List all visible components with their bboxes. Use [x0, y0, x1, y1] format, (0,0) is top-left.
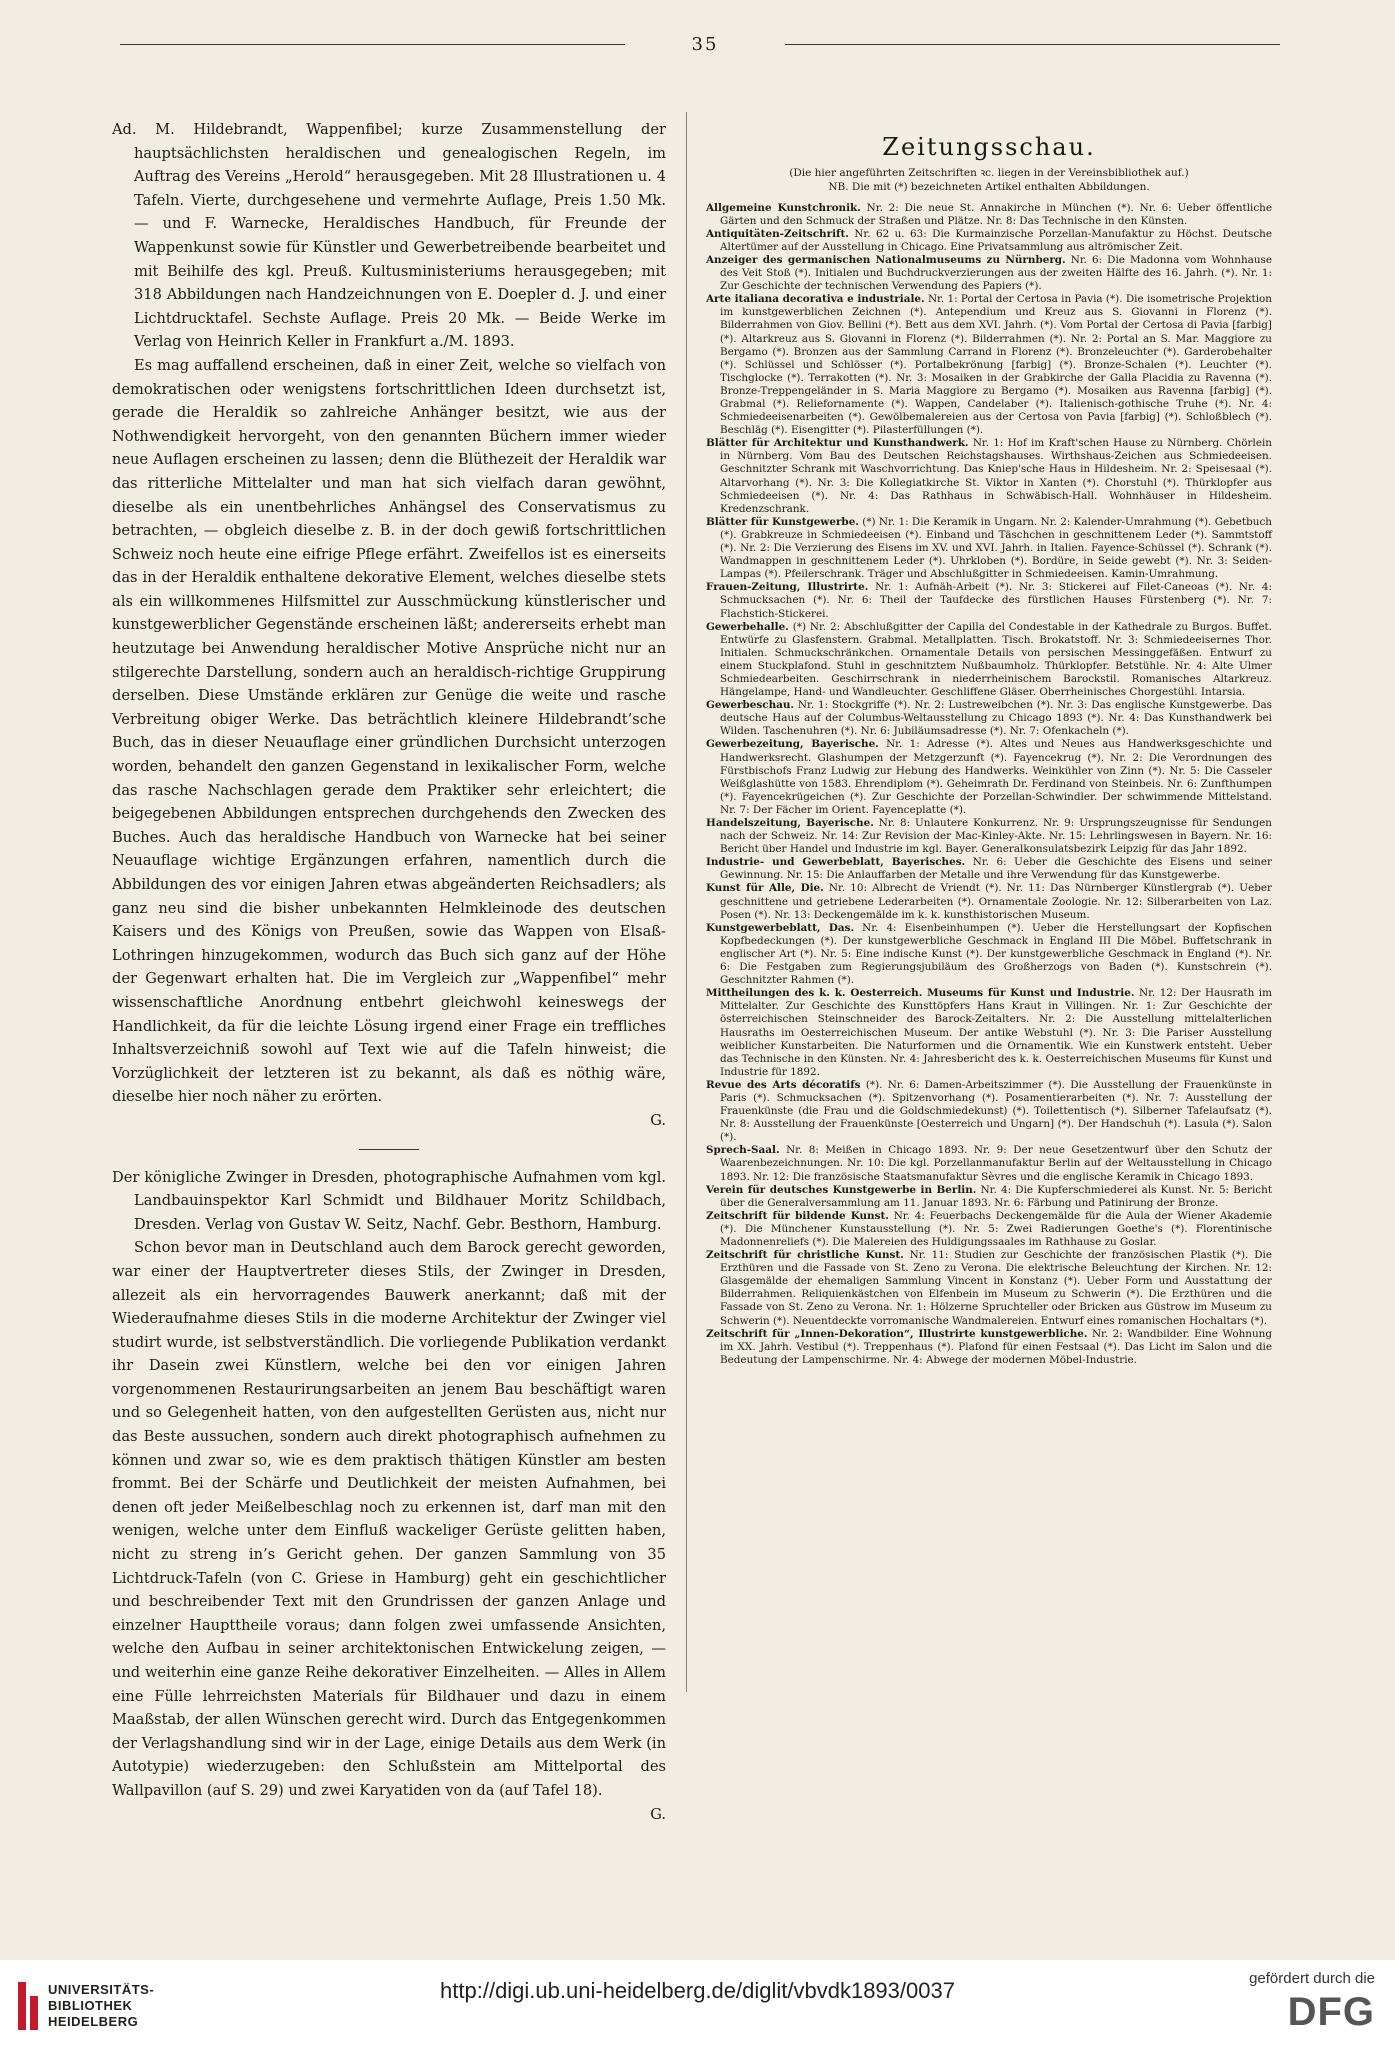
periodical-contents: (*) Nr. 2: Abschlußgitter der Capilla del Condestable in der Kathedrale zu Burgos. Buffet. Entwürfe zu Glasfenstern. Grabmal. Metallplatten. Tisch. Brokatstoff. Nr. 3: Schmiedeeisernes Thor. Initialen. Schmuckschränkchen. Ornamentale Details von persischen Messinggefäßen. Entwurf zu einem Stuckplafond. Stuhl in geschnitztem Nußbaumholz. Thürklopfer. Betstühle. Nr. 4: Alte Ulmer Schmiedearbeiten. Geschirrschrank in niederrheinischem Barockstil. Romanisches Altarkreuz. Hängelampe, Hand- und Wandleuchter. Geschliffene Gläser. Oberrheinisches Chorgestühl. Intarsia.: [720, 620, 1272, 699]
periodical-name: Industrie- und Gewerbeblatt, Bayerisches.: [706, 856, 966, 869]
periodical-entry: [706, 987, 1272, 1079]
periodical-contents: Nr. 11: Studien zur Geschichte der französischen Plastik (*). Die Erzthüren und die Fassade von St. Zeno zu Verona. Die elektrische Beleuchtung der Kirchen. Nr. 12: Glasgemälde der ehemaligen Sammlung Vincent in Konstanz (*). Ueber Form und Ausstattung der Bilderrahmen. Reliquienkästchen von Elfenbein im Museum zu Schwerin (*). Die Erzthüren und die Fassade von St. Zeno zu Verona. Nr. 1: Hölzerne Spruchteller oder Bricken aus Güstrow im Museum zu Schwerin (*). Neuentdeckte vorromanische Wandmalereien. Entwurf eines romanischen Hochaltars (*).: [720, 1249, 1272, 1327]
periodical-entry: [706, 738, 1272, 817]
periodical-name: Verein für deutsches Kunstgewerbe in Berlin.: [706, 1183, 977, 1196]
periodical-entry: [706, 1210, 1272, 1249]
periodical-contents: Nr. 12: Der Hausrath im Mittelalter. Zur Geschichte des Kunsttöpfers Hans Kraut in Villingen. Nr. 1: Zur Geschichte der österreichischen Steinschneider des Barock-Zeitalters. Nr. 2: Die Ausstellung mittelalterlichen Hausraths im Oesterreichischen Museum. Der antike Webstuhl (*). Nr. 3: Die Pariser Ausstellung weiblicher Kunstarbeiten. Die Naturformen und die Ornamentik. Wie ein Kunstwerk entsteht. Ueber das Technische in den Künsten. Nr. 4: Jahresbericht des k. k. Oesterreichischen Museums für Kunst und Industrie für 1892.: [720, 987, 1272, 1078]
review-body-zwinger: Schon bevor man in Deutschland auch dem Barock gerecht geworden, war einer der Hauptvertreter dieses Stils, der Zwinger in Dresden, allezeit als ein hervorragendes Bauwerk anerkannt; daß mit der Wiederaufnahme dieses Stils in die moderne Architektur der Zwinger viel studirt wurde, ist selbstverständlich. Die vorliegende Publikation verdankt ihr Dasein zwei Künstlern, welche bei den vor einigen Jahren vorgenommenen Restaurirungsarbeiten an jenem Bau beschäftigt waren und so Gelegenheit hatten, von den aufgestellten Gerüsten aus, nicht nur das Beste aussuchen, sondern auch direkt photographisch aufnehmen zu können und zwar so, wie es dem praktisch thätigen Künstler am besten frommt. Bei der Schärfe und Deutlichkeit der meisten Aufnahmen, bei denen oft jeder Meißelbeschlag noch zu erkennen ist, darf man mit den wenigen, welche unter dem Einfluß wackeliger Gerüste gelitten haben, nicht zu streng in’s Gericht gehen. Der ganzen Sammlung von 35 Lichtdruck-Tafeln (von C. Griese in Hamburg) geht ein geschichtlicher und beschreibender Text mit den Grundrissen der ganzen Anlage und einzelner Haupttheile voraus; dann folgen zwei umfassende Ansichten, welche den Aufbau in seiner architektonischen Entwickelung zeigen, — und weiterhin eine ganze Reihe dekorativer Einzelheiten. — Alles in Allem eine Fülle lehrreichsten Materials für Bildhauer und dazu in einem Maaßstab, der allen Wünschen gerecht wird. Durch das Entgegenkommen der Verlagshandlung sind wir in der Lage, einige Details aus dem Werk (in Autotypie) wiederzugeben: den Schlußstein am Mittelportal des Wallpavillon (auf S. 29) und zwei Karyatiden von da (auf Tafel 18).: [112, 1239, 666, 1799]
periodical-entry: [706, 1249, 1272, 1328]
review-body-wappenfibel: Es mag auffallend erscheinen, daß in einer Zeit, welche so vielfach von demokratischen oder wenigstens fortschrittlichen Ideen durchsetzt ist, gerade die Heraldik so zahlreiche Anhänger besitzt, wie aus der Nothwendigkeit hervorgeht, von den genannten Büchern immer wieder neue Auflagen erscheinen zu lassen; denn die Blüthezeit der Heraldik war das ritterliche Mittelalter und man hat sich vielfach daran gewöhnt, dieselbe als ein unentbehrliches Anhängsel des Conservatismus zu betrachten, — obgleich dieselbe z. B. in der doch gewiß fortschrittlichen Schweiz noch heute eine eifrige Pflege erfährt. Zweifellos ist es einerseits das in der Heraldik enthaltene dekorative Element, welches dieselbe stets als ein willkommenes Hilfsmittel zur Ausschmückung künstlerischer und kunstgewerblicher Gegenstände erscheinen läßt; andererseits erhebt man heutzutage bei Anwendung heraldischer Motive Ansprüche nicht nur an stilgerechte Darstellung, sondern auch an heraldisch-richtige Gruppirung derselben. Diese Umstände erklären zur Genüge die weite und rasche Verbreitung obiger Werke. Das beträchtlich kleinere Hildebrandt’sche Buch, das in dieser Neuauflage einer gründlichen Durchsicht unterzogen worden, behandelt den ganzen Gegenstand in lexikalischer Form, welche das rasche Nachschlagen gerade dem Praktiker sehr erleichtert; die beigegebenen Abbildungen entsprechen durchgehends den Zwecken des Buches. Auch das heraldische Handbuch von Warnecke hat bei seiner Neuauflage wichtige Ergänzungen erfahren, namentlich durch die Abbildungen des vor einigen Jahren etwas abgeänderten Reichsadlers; als ganz neu sind die bisher unbekannten Helmkleinode des deutschen Kaisers und des Königs von Preußen, sowie das Wappen von Elsaß-Lothringen hinzugekommen, wodurch das Buch sich ganz auf der Höhe der Gegenwart erhalten hat. Die im Vergleich zur „Wappenfibel“ mehr wissenschaftliche Anordnung entbehrt gleichwohl keineswegs der Handlichkeit, da für die leichte Lösung irgend einer Frage ein treffliches Inhaltsverzeichniß sowohl auf Text wie auf die Tafeln hinweist; die Vorzüglichkeit der letzteren ist zu bekannt, als daß es nöthig wäre, dieselbe hier noch näher zu erörten.: [112, 356, 666, 1106]
periodical-entry: [706, 581, 1272, 620]
periodical-name: Anzeiger des germanischen Nationalmuseums zu Nürnberg.: [706, 253, 1066, 266]
periodical-contents: Nr. 4: Die Kupferschmiederei als Kunst. Nr. 5: Bericht über die Generalversammlung am 11. Januar 1893. Nr. 6: Färbung und Patinirung der Bronze.: [720, 1183, 1272, 1209]
section-note-line: NB. Die mit (*) bezeichneten Artikel enthalten Abbildungen.: [828, 180, 1150, 193]
footer-bar: [0, 1960, 1395, 2045]
institution-line: UNIVERSITÄTS-: [48, 1982, 155, 1997]
periodical-name: Frauen-Zeitung, Illustrirte.: [706, 581, 869, 594]
periodical-entry: [706, 437, 1272, 516]
periodical-name: Gewerbehalle.: [706, 620, 789, 633]
review-heading-zwinger: Der königliche Zwinger in Dresden, photographische Aufnahmen vom kgl. Landbauinspektor Karl Schmidt und Bildhauer Moritz Schildbach, Dresden. Verlag von Gustav W. Seitz, Nachf. Gebr. Besthorn, Hamburg.: [112, 1168, 666, 1233]
periodical-contents: Nr. 1: Hof im Kraft'schen Hause zu Nürnberg. Chörlein in Nürnberg. Vom Bau des Deutschen Reichstagshauses. Wirthshaus-Zeichen aus Schmiedeeisen. Geschnitzter Schrank mit Waschvorrichtung. Das Kniep'sche Haus in Hildesheim. Nr. 2: Speisesaal (*). Altarvorhang (*). Nr. 3: Die Kollegiatkirche St. Viktor in Xanten (*). Chorstuhl (*). Thürklopfer aus Schmiedeeisen (*). Nr. 4: Das Rathhaus in Schwäbisch-Hall. Wohnhäuser in Hildesheim. Kredenzschrank.: [720, 437, 1272, 515]
periodical-contents: Nr. 1: Adresse (*). Altes und Neues aus Handwerksgeschichte und Handwerksrecht. Glashumpen der Metzgerzunft (*). Fayencekrug (*). Nr. 2: Die Verordnungen des Fürstbischofs Franz Ludwig zur Hebung des Handwerks. Weinkühler von Zinn (*). Nr. 5: Die Casseler Weißglashütte von 1583. Ehrendiplom (*). Geheimrath Dr. Ferdinand von Steinbeis. Nr. 6: Zunfthumpen (*). Fayencekrügeichen (*). Zur Geschichte der Porzellan-Schwindler. Der schwimmende Mittelstand. Nr. 7: Der Fächer im Orient. Fayenceplatte (*).: [720, 738, 1272, 816]
header-rule-left: [120, 44, 625, 45]
periodical-contents: (*). Nr. 6: Damen-Arbeitszimmer (*). Die Ausstellung der Frauenkünste in Paris (*). Schmucksachen (*). Spitzenvorhang (*). Posamentierarbeiten (*). Nr. 7: Ausstellung der Frauenkünste (die Frau und die Goldschmiedekunst) (*). Toilettentisch (*). Silberner Tafelaufsatz (*). Nr. 8: Ausstellung der Frauenkünste [Oesterreich und Ungarn] (*). Der Handschuh (*). Lasula (*). Salon (*).: [720, 1078, 1272, 1144]
periodical-contents: Nr. 6: Ueber die Geschichte des Eisens und seiner Gewinnung. Nr. 15: Die Anlauffarben der Metalle und ihre Verwendung für das Kunstgewerbe.: [720, 856, 1272, 882]
periodical-contents: Nr. 2: Wandbilder. Eine Wohnung im XX. Jahrh. Vestibul (*). Treppenhaus (*). Plafond für einen Festsaal (*). Das Licht im Salon und die Bedeutung der Lampenschirme. Nr. 4: Abwege der modernen Möbel-Industrie.: [720, 1327, 1272, 1366]
periodical-name: Gewerbeschau.: [706, 699, 795, 712]
periodical-name: Zeitschrift für christliche Kunst.: [706, 1249, 904, 1262]
page-number: 35: [691, 34, 719, 55]
periodical-name: Blätter für Architektur und Kunsthandwerk.: [706, 437, 969, 450]
periodical-contents: Nr. 1: Portal der Certosa in Pavia (*). Die isometrische Projektion im kunstgewerblichen Zeichnen (*). Antependium und Kreuz aus S. Giovanni in Florenz (*). Bilderrahmen von Giov. Bellini (*). Bett aus dem XVI. Jahrh. (*). Vom Portal der Certosa di Pavia [farbig] (*). Altarkreuz aus S. Giovanni in Florenz (*). Bilderrahmen (*). Nr. 2: Portal an S. Mar. Maggiore zu Bergamo (*). Bronzen aus der Sammlung Carrand in Florenz (*). Bronzeleuchter (*). Garderobehalter (*). Schlüssel und Schlösser (*). Portalbekrönung [farbig] (*). Bronze-Schalen (*). Leuchter (*). Tischglocke (*). Terrakotten (*). Nr. 3: Mosaiken in der Grabkirche der Galla Placidia zu Ravenna (*). Bronze-Treppengeländer in S. Maria Maggiore zu Bergamo (*). Mosaiken aus Ravenna [farbig] (*). Grabmal (*). Reliefornamente (*). Wappen, Candelaber (*). Italienisch-gothische Truhe (*). Nr. 4: Schmiedeeisenarbeiten (*). Gewölbemalereien aus der Certosa von Pavia [farbig] (*). Schloßblech (*). Beschläg (*). Eisengitter (*). Pilasterfüllungen (*).: [720, 293, 1272, 437]
periodical-entry: [706, 1328, 1272, 1367]
periodical-entry: [706, 1079, 1272, 1144]
periodical-contents: Nr. 6: Die Madonna vom Wohnhause des Veit Stoß (*). Initialen und Buchdruckverzierungen aus der zweiten Hälfte des 16. Jahrh. (*). Nr. 1: Zur Geschichte der technischen Verwendung des Papiers (*).: [720, 253, 1272, 293]
periodical-name: Kunst für Alle, Die.: [706, 882, 824, 895]
review-heading-wappenfibel: Ad. M. Hildebrandt, Wappenfibel; kurze Zusammenstellung der hauptsächlichsten heraldischen und genealogischen Regeln, im Auftrag des Vereins „Herold“ herausgegeben. Mit 28 Illustrationen u. 4 Tafeln. Vierte, durchgesehene und vermehrte Auflage, Preis 1.50 Mk. — und F. Warnecke, Heraldisches Handbuch, für Freunde der Wappenkunst sowie für Künstler und Gewerbetreibende bearbeitet und mit Beihilfe des kgl. Preuß. Kultusministeriums herausgegeben; mit 318 Abbildungen nach Handzeichnungen von E. Doepler d. J. und einer Lichtdrucktafel. Sechste Auflage. Preis 20 Mk. — Beide Werke im Verlag von Heinrich Keller in Frankfurt a./M. 1893.: [112, 121, 666, 351]
left-column: [112, 118, 666, 1826]
periodical-entry: [706, 228, 1272, 254]
periodical-contents: Nr. 62 u. 63: Die Kurmainzische Porzellan-Manufaktur zu Höchst. Deutsche Altertümer auf der Ausstellung in Chicago. Eine Privatsammlung aus altrömischer Zeit.: [720, 227, 1272, 253]
periodical-name: Handelszeitung, Bayerische.: [706, 817, 874, 829]
institution-line: HEIDELBERG: [48, 2014, 139, 2029]
periodical-name: Zeitschrift für „Innen-Dekoration“, Illustrirte kunstgewerbliche.: [706, 1327, 1088, 1340]
periodical-name: Antiquitäten-Zeitschrift.: [706, 227, 849, 240]
section-title: Zeitungsschau.: [882, 133, 1096, 161]
periodical-entry: [706, 882, 1272, 921]
periodical-contents: Nr. 1: Stockgriffe (*). Nr. 2: Lustreweibchen (*). Nr. 3: Das englische Kunstgewerbe. Das deutsche Haus auf der Columbus-Weltausstellung zu Chicago 1893 (*). Nr. 4: Das Kunsthandwerk bei Wilden. Taschenuhren (*). Nr. 6: Jubiläumsadresse (*). Nr. 7: Ofenkacheln (*).: [720, 699, 1272, 738]
periodical-entry: [706, 922, 1272, 987]
institution-line: BIBLIOTHEK: [48, 1998, 133, 2013]
periodical-name: Blätter für Kunstgewerbe.: [706, 515, 859, 528]
periodical-entry: [706, 621, 1272, 700]
column-divider: [686, 112, 687, 1692]
periodical-contents: Nr. 1: Aufnäh-Arbeit (*). Nr. 3: Stickerei auf Filet-Caneoas (*). Nr. 4: Schmucksachen (*). Nr. 6: Theil der Taufdecke des fürstlichen Hauses Fürstenberg (*). Nr. 7: Flachstich-Stickerei.: [720, 581, 1273, 620]
periodical-contents: (*) Nr. 1: Die Keramik in Ungarn. Nr. 2: Kalender-Umrahmung (*). Gebetbuch (*). Grabkreuze in Schmiedeeisen (*). Einband und Täschchen in geschnittenem Leder (*). Sammtstoff (*). Nr. 2: Die Verzierung des Eisens im XV. und XVI. Jahrh. in Italien. Fayence-Schüssel (*). Schrank (*). Wandmappen in geschnittenem Leder (*). Uhrkloben (*). Bordüre, in Seide gewebt (*). Nr. 3: Seiden-Lampas (*). Pfeilerschrank. Träger und Abschlußgitter in Schmiedeeisen. Kamin-Umrahmung.: [720, 515, 1272, 581]
periodical-contents: Nr. 8: Unlautere Konkurrenz. Nr. 9: Ursprungszeugnisse für Sendungen nach der Schweiz. Nr. 14: Zur Revision der Mac-Kinley-Akte. Nr. 15: Lehrlingswesen in Bayern. Nr. 16: Bericht über Handel und Industrie im kgl. Bayer. Generalkonsulatsbezirk Leipzig für das Jahr 1892.: [720, 817, 1272, 856]
periodical-entry: [706, 254, 1272, 293]
section-note-line: (Die hier angeführten Zeitschriften ꝛc. liegen in der Vereinsbibliothek auf.): [789, 166, 1189, 179]
periodical-contents: Nr. 4: Eisenbeinhumpen (*). Ueber die Herstellungsart der Kopfischen Kopfbedeckungen (*). Der kunstgewerbliche Geschmack in England III Die Möbel. Buffetschrank in englischer Art (*). Nr. 5: Eine indische Kunst (*). Der kunstgewerbliche Geschmack in England (*). Nr. 6: Die Festgaben zum Regierungsjubiläum des Großherzogs von Baden (*). Kunstschrein (*). Geschnitzter Rahmen (*).: [720, 921, 1272, 987]
header-rule-right: [785, 44, 1280, 45]
periodical-name: Mittheilungen des k. k. Oesterreich. Museums für Kunst und Industrie.: [706, 987, 1135, 1000]
review-signature: G.: [650, 1111, 666, 1129]
periodical-name: Kunstgewerbeblatt, Das.: [706, 921, 855, 934]
periodical-entry: [706, 699, 1272, 738]
periodical-contents: Nr. 2: Die neue St. Annakirche in München (*). Nr. 6: Ueber öffentliche Gärten und den Schmuck der Straßen und Plätze. Nr. 8: Das Technische in den Künsten.: [720, 201, 1272, 227]
periodical-name: Arte italiana decorativa e industriale.: [706, 293, 925, 306]
review-signature: G.: [650, 1805, 666, 1823]
periodical-entry: [706, 1144, 1272, 1183]
periodical-entry: [706, 856, 1272, 882]
periodical-entry: [706, 202, 1272, 228]
periodical-entry: [706, 516, 1272, 581]
periodical-name: Gewerbezeitung, Bayerische.: [706, 738, 879, 751]
periodical-entry: [706, 1184, 1272, 1210]
periodical-list: [706, 202, 1272, 1367]
periodical-entry: [706, 293, 1272, 437]
permalink-url[interactable]: http://digi.ub.uni-heidelberg.de/diglit/vbvdk1893/0037: [440, 1978, 955, 2003]
periodical-contents: Nr. 4: Feuerbachs Deckengemälde für die Aula der Wiener Akademie (*). Die Münchener Kunstausstellung (*). Nr. 5: Zwei Radierungen Goethe's (*). Florentinische Madonnenreliefs (*). Die Malereien des Huldigungssaales im Rathhause zu Goslar.: [720, 1209, 1272, 1248]
dfg-logo: DFG: [1287, 1990, 1375, 2034]
section-divider: [359, 1149, 419, 1150]
section-note: [706, 166, 1272, 194]
page-header: [120, 34, 1280, 56]
periodical-contents: Nr. 10: Albrecht de Vriendt (*). Nr. 11: Das Nürnberger Künstlergrab (*). Ueber geschnittene und getriebene Lederarbeiten (*). Ornamentale Zoologie. Nr. 12: Silberarbeiten von Laz. Posen (*). Nr. 13: Deckengemälde im k. k. kunsthistorischen Museum.: [720, 882, 1272, 921]
periodical-name: Revue des Arts décoratifs: [706, 1078, 861, 1091]
periodical-entry: [706, 817, 1272, 856]
right-column: [706, 118, 1272, 1367]
periodical-name: Zeitschrift für bildende Kunst.: [706, 1209, 889, 1222]
periodical-contents: Nr. 8: Meißen in Chicago 1893. Nr. 9: Der neue Gesetzentwurf über den Schutz der Waarenbezeichnungen. Nr. 10: Die kgl. Porzellanmanufaktur Berlin auf der Weltausstellung in Chicago 1893. Nr. 12: Die französische Staatsmanufaktur Sèvres und die englische Keramik in Chicago 1893.: [720, 1144, 1272, 1183]
periodical-name: Sprech-Saal.: [706, 1144, 780, 1157]
funding-label: gefördert durch die: [1249, 1970, 1375, 1987]
periodical-name: Allgemeine Kunstchronik.: [706, 201, 861, 214]
